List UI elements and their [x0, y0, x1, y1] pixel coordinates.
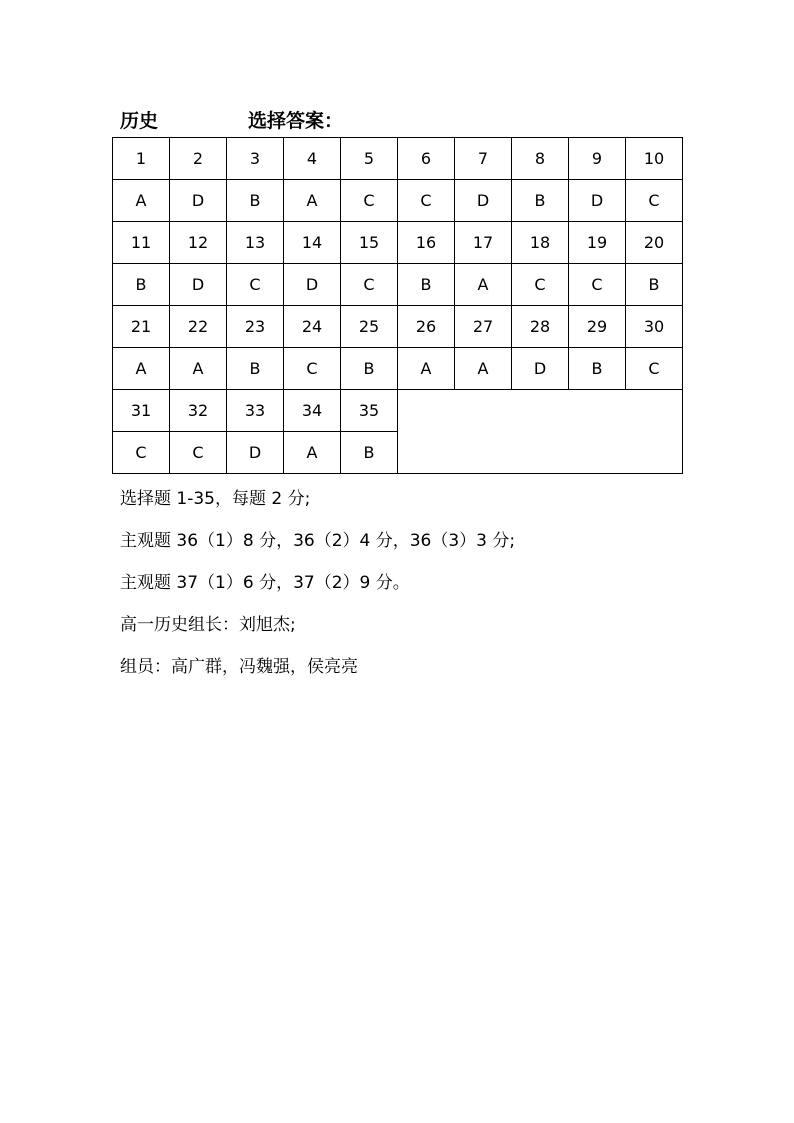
question-number-cell: 7 — [455, 138, 512, 180]
question-number-cell: 8 — [512, 138, 569, 180]
question-number-cell: 22 — [170, 306, 227, 348]
answer-row — [113, 348, 683, 390]
answer-cell: C — [626, 180, 683, 222]
answer-cell: A — [455, 264, 512, 306]
question-number-cell: 14 — [284, 222, 341, 264]
answer-cell: C — [512, 264, 569, 306]
answer-row — [113, 264, 683, 306]
question-number-cell: 32 — [170, 390, 227, 432]
question-number-row — [113, 222, 683, 264]
question-number-cell: 1 — [113, 138, 170, 180]
question-number-cell: 10 — [626, 138, 683, 180]
question-number-cell: 3 — [227, 138, 284, 180]
question-number-cell: 21 — [113, 306, 170, 348]
empty-cell — [398, 390, 683, 474]
answer-cell: D — [170, 180, 227, 222]
answer-cell: A — [455, 348, 512, 390]
question-number-cell: 23 — [227, 306, 284, 348]
answer-row — [113, 180, 683, 222]
answer-cell: B — [341, 348, 398, 390]
answer-cell: B — [227, 348, 284, 390]
answer-title: 选择答案： — [248, 110, 344, 132]
scoring-notes — [120, 488, 515, 698]
answer-cell: B — [113, 264, 170, 306]
note-line: 主观题 36（1）8 分，36（2）4 分，36（3）3 分; — [120, 531, 516, 551]
answer-table — [112, 137, 683, 474]
question-number-cell: 29 — [569, 306, 626, 348]
answer-cell: A — [113, 180, 170, 222]
answer-cell: B — [341, 432, 398, 474]
question-number-cell: 31 — [113, 390, 170, 432]
answer-cell: C — [284, 348, 341, 390]
answer-cell: A — [284, 432, 341, 474]
question-number-cell: 28 — [512, 306, 569, 348]
answer-cell: B — [626, 264, 683, 306]
question-number-cell: 24 — [284, 306, 341, 348]
question-number-cell: 33 — [227, 390, 284, 432]
answer-cell: D — [284, 264, 341, 306]
note-line: 选择题 1-35，每题 2 分; — [120, 489, 311, 509]
note-line: 组员：高广群，冯魏强，侯亮亮 — [120, 657, 358, 677]
question-number-cell: 20 — [626, 222, 683, 264]
answer-cell: D — [569, 180, 626, 222]
question-number-cell: 12 — [170, 222, 227, 264]
answer-cell: D — [170, 264, 227, 306]
answer-cell: D — [512, 348, 569, 390]
question-number-cell: 19 — [569, 222, 626, 264]
answer-cell: B — [569, 348, 626, 390]
answer-cell: C — [341, 264, 398, 306]
question-number-cell: 9 — [569, 138, 626, 180]
question-number-cell: 5 — [341, 138, 398, 180]
answer-cell: D — [227, 432, 284, 474]
note-line: 主观题 37（1）6 分，37（2）9 分。 — [120, 573, 410, 593]
question-number-row — [113, 138, 683, 180]
answer-cell: C — [626, 348, 683, 390]
answer-cell: B — [398, 264, 455, 306]
question-number-cell: 27 — [455, 306, 512, 348]
answer-cell: C — [170, 432, 227, 474]
question-number-cell: 30 — [626, 306, 683, 348]
answer-cell: A — [170, 348, 227, 390]
answer-cell: C — [398, 180, 455, 222]
answer-cell: C — [341, 180, 398, 222]
answer-cell: D — [455, 180, 512, 222]
answer-cell: C — [227, 264, 284, 306]
answer-cell: A — [113, 348, 170, 390]
answer-cell: C — [569, 264, 626, 306]
question-number-row — [113, 390, 683, 432]
question-number-cell: 15 — [341, 222, 398, 264]
answer-cell: B — [227, 180, 284, 222]
question-number-cell: 34 — [284, 390, 341, 432]
question-number-cell: 6 — [398, 138, 455, 180]
question-number-cell: 26 — [398, 306, 455, 348]
answer-cell: C — [113, 432, 170, 474]
answer-cell: A — [398, 348, 455, 390]
question-number-cell: 16 — [398, 222, 455, 264]
question-number-cell: 25 — [341, 306, 398, 348]
question-number-row — [113, 306, 683, 348]
question-number-cell: 11 — [113, 222, 170, 264]
note-line: 高一历史组长：刘旭杰; — [120, 615, 296, 635]
question-number-cell: 18 — [512, 222, 569, 264]
answer-cell: A — [284, 180, 341, 222]
question-number-cell: 17 — [455, 222, 512, 264]
question-number-cell: 13 — [227, 222, 284, 264]
subject-label: 历史 — [120, 110, 159, 132]
question-number-cell: 4 — [284, 138, 341, 180]
question-number-cell: 35 — [341, 390, 398, 432]
answer-cell: B — [512, 180, 569, 222]
question-number-cell: 2 — [170, 138, 227, 180]
